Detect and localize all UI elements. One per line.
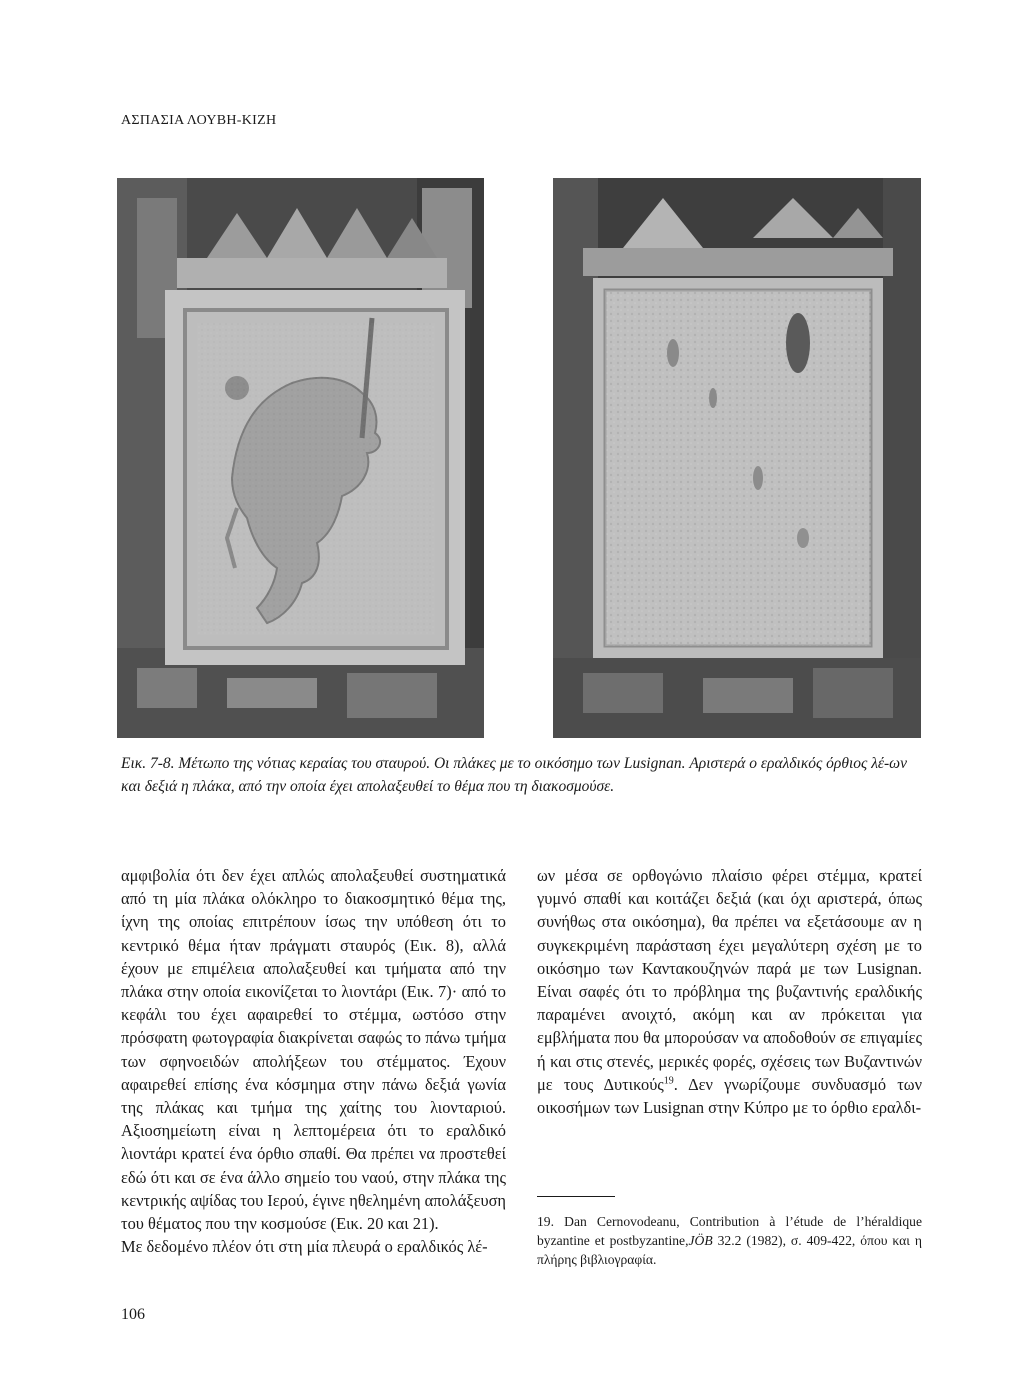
body-column-left	[121, 864, 506, 1258]
figure-caption-text: Μέτωπο της νότιας κεραίας του σταυρού. Οι πλάκες με το οικόσημο των Lusignan. Αριστερά ο εραλδικός όρθιος λέ-ων και δεξιά η πλάκα, από την οποία έχει απολαξευθεί το θέμα που τη διακοσμούσε.	[121, 755, 907, 795]
lion-relief-image	[117, 178, 484, 738]
body-paragraph	[537, 864, 922, 1119]
footnote-reference[interactable]: 19	[663, 1075, 674, 1087]
footnote	[537, 1212, 922, 1269]
page-number: 106	[121, 1306, 145, 1323]
figure-caption	[121, 752, 921, 798]
figure-number: Εικ. 7-8.	[121, 755, 175, 772]
body-paragraph: αμφιβολία ότι δεν έχει απλώς απολαξευθεί συστηματικά από τη μία πλάκα ολόκληρο το διακοσμητικό θέμα της, ίχνη της οποίας επιτρέπουν ίσως την υπόθεση ότι το κεντρικό θέμα ήταν πράγματι σταυρός (Εικ. 8), αλλά έχουν με επιμέλεια απολαξευθεί και τμήματα από την πλάκα στην οποία εικονίζεται το λιοντάρι (Εικ. 7)· από το κεφάλι του έχει αφαιρεθεί το στέμμα, ωστόσο στην πρόσφατη φωτογραφία διακρίνεται σαφώς το πάνω τμήμα των σφηνοειδών απολήξεων του στέμματος. Έχουν αφαιρεθεί επίσης ένα κόσμημα στην πάνω δεξιά γωνία της πλάκας και τμήμα της χαίτης του λιονταριού. Αξιοσημείωτη είναι η λεπτομέρεια ότι το εραλδικό λιοντάρι κρατεί ένα όρθιο σπαθί. Θα πρέπει να προστεθεί εδώ ότι και σε ένα άλλο σημείο του ναού, στην πλάκα της κεντρικής αψίδας του Ιερού, έγινε ηθελημένη απολάξευση του θέματος που την κοσμούσε (Εικ. 20 και 21).	[121, 866, 506, 1234]
footnote-number: 19.	[537, 1214, 554, 1229]
body-text: . Δεν γνωρίζουμε συνδυασμό των οικοσήμων των Lusignan στην Κύπρο με το όρθιο εραλδι-	[537, 1074, 922, 1118]
defaced-slab-image	[553, 178, 921, 738]
footnote-journal: JÖB	[688, 1233, 713, 1248]
footnote-text: 32.2 (1982), σ. 409-422, όπου και η πλήρης βιβλιογραφία.	[537, 1233, 922, 1267]
running-head: ΑΣΠΑΣΙΑ ΛΟΥΒΗ-ΚΙΖΗ	[121, 113, 277, 128]
photo-lion-relief	[117, 178, 484, 738]
body-column-right	[537, 864, 922, 1119]
photo-defaced-slab	[553, 178, 921, 738]
footnote-rule	[537, 1196, 615, 1197]
body-paragraph: Με δεδομένο πλέον ότι στη μία πλευρά ο εραλδικός λέ-	[121, 1237, 488, 1257]
body-text: ων μέσα σε ορθογώνιο πλαίσιο φέρει στέμμα, κρατεί γυμνό σπαθί και κοιτάζει δεξιά (και όχι αριστερά, όπως συνήθως στα οικόσημα), θα πρέπει να εξετάσουμε αν η συγκεκριμένη παράσταση έχει μεγαλύτερη σχέση με το οικόσημο των Καντακουζηνών παρά με των Lusignan. Είναι σαφές ότι το πρόβλημα της βυζαντινής εραλδικής παραμένει ανοιχτό, ακόμη και αν πρόκειται για εμβλήματα που θα μπορούσαν να αποδοθούν σε επιγαμίες ή και στις στενές, μερικές φορές, σχέσεις των Βυζαντινών με τους Δυτικούς	[537, 866, 922, 1094]
footnote-text: Dan Cernovodeanu, Contribution à l’étude de l’héraldique byzantine et postbyzantine,	[537, 1214, 923, 1248]
